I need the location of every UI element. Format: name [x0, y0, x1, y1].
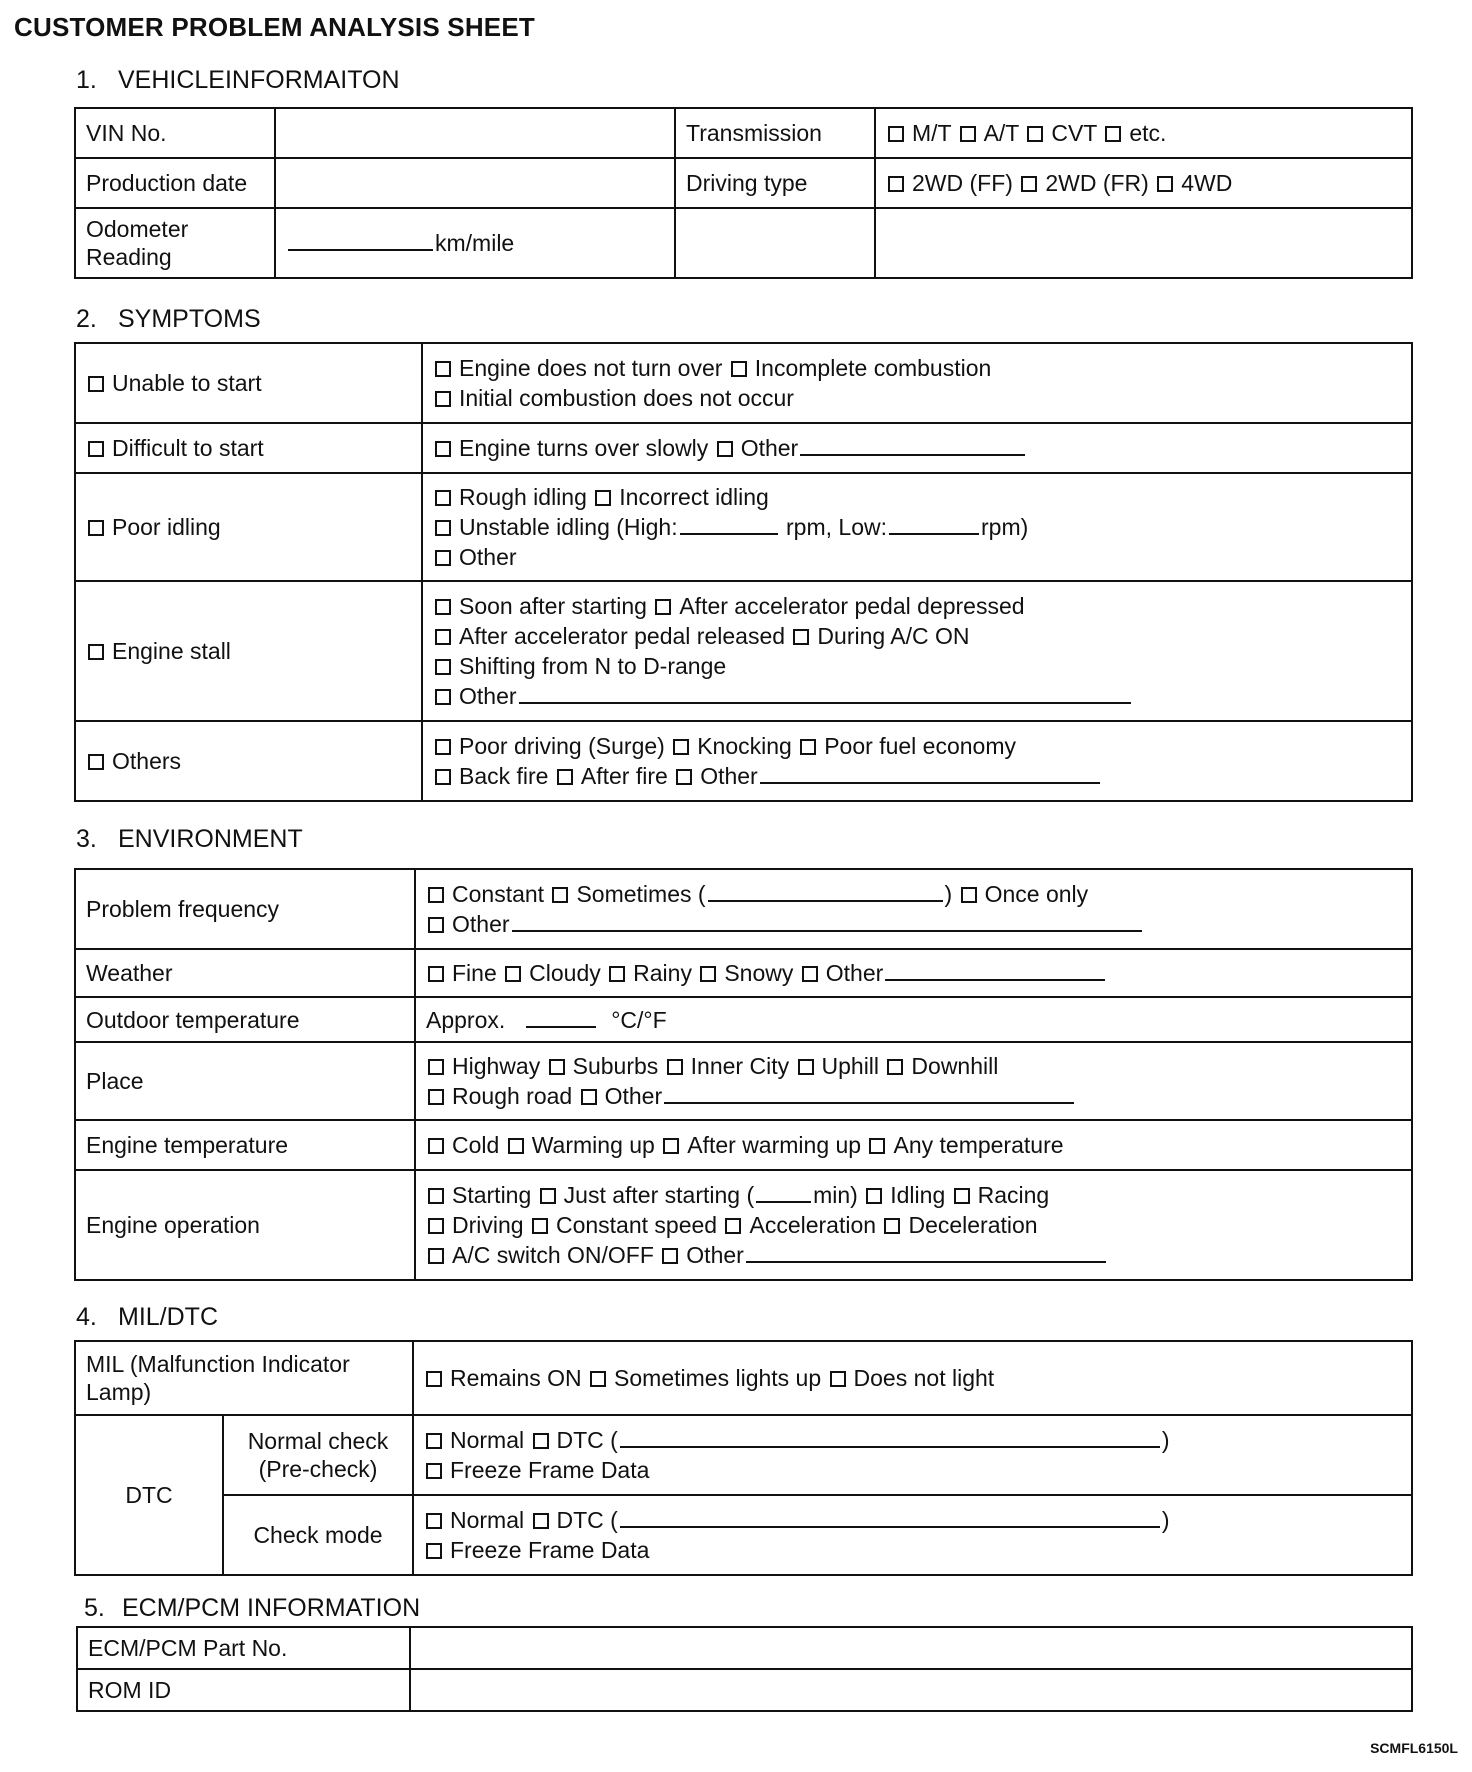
checkbox-constant[interactable]	[428, 887, 444, 903]
checkbox-difficult-to-start[interactable]	[88, 441, 104, 457]
normal-check-options: Normal DTC ( ) Freeze Frame Data	[413, 1415, 1412, 1495]
outdoor-temperature-label: Outdoor temperature	[75, 997, 415, 1042]
checkbox-incorrect-idling[interactable]	[595, 490, 611, 506]
checkbox-others[interactable]	[88, 754, 104, 770]
figure-code: SCMFL6150L	[1370, 1740, 1458, 1756]
checkbox-ac-switch[interactable]	[428, 1248, 444, 1264]
checkbox-dtc-checkmode[interactable]	[533, 1513, 549, 1529]
production-date-label: Production date	[75, 158, 275, 208]
checkbox-highway[interactable]	[428, 1059, 444, 1075]
checkbox-etc[interactable]	[1105, 126, 1121, 142]
operation-other-blank[interactable]	[746, 1243, 1106, 1263]
checkbox-constant-speed[interactable]	[532, 1218, 548, 1234]
checkbox-starting[interactable]	[428, 1188, 444, 1204]
difficult-options: Engine turns over slowly Other	[422, 423, 1412, 473]
checkbox-cloudy[interactable]	[505, 966, 521, 982]
checkbox-sometimes-lights-up[interactable]	[590, 1371, 606, 1387]
checkbox-poor-driving[interactable]	[435, 739, 451, 755]
checkbox-2wd-ff[interactable]	[888, 176, 904, 192]
rom-id-field[interactable]	[410, 1669, 1412, 1711]
rom-id-label: ROM ID	[77, 1669, 410, 1711]
checkbox-fine[interactable]	[428, 966, 444, 982]
place-label: Place	[75, 1042, 415, 1120]
checkbox-cvt[interactable]	[1027, 126, 1043, 142]
checkbox-initial-combustion[interactable]	[435, 391, 451, 407]
checkbox-driving[interactable]	[428, 1218, 444, 1234]
weather-other-blank[interactable]	[885, 961, 1105, 981]
normal-check-label: Normal check (Pre-check)	[223, 1415, 413, 1495]
section-vehicle-heading: 1. VEHICLEINFORMAITON	[76, 66, 400, 94]
checkbox-engine-no-turn[interactable]	[435, 361, 451, 377]
checkbox-place-other[interactable]	[581, 1089, 597, 1105]
checkbox-back-fire[interactable]	[435, 769, 451, 785]
checkbox-difficult-other[interactable]	[717, 441, 733, 457]
vin-field[interactable]	[275, 108, 675, 158]
frequency-other-blank[interactable]	[512, 912, 1142, 932]
checkbox-sometimes[interactable]	[552, 887, 568, 903]
checkbox-rough-road[interactable]	[428, 1089, 444, 1105]
checkbox-2wd-fr[interactable]	[1021, 176, 1037, 192]
stall-other-blank[interactable]	[519, 684, 1131, 704]
poor-idling-options: Rough idling Incorrect idling Unstable idling (High: rpm, Low: rpm) Other	[422, 473, 1412, 581]
checkbox-idling[interactable]	[866, 1188, 882, 1204]
check-mode-label: Check mode	[223, 1495, 413, 1575]
place-options: Highway Suburbs Inner City Uphill Downhill Rough road Other	[415, 1042, 1412, 1120]
checkbox-dtc-precheck[interactable]	[533, 1433, 549, 1449]
production-date-field[interactable]	[275, 158, 675, 208]
checkbox-inner-city[interactable]	[667, 1059, 683, 1075]
section-environment-heading: 3. ENVIRONMENT	[76, 825, 303, 853]
checkbox-unable-to-start[interactable]	[88, 376, 104, 392]
section-ecm-heading: 5. ECM/PCM INFORMATION	[84, 1594, 421, 1622]
checkbox-poor-idling[interactable]	[88, 520, 104, 536]
checkbox-cold[interactable]	[428, 1138, 444, 1154]
mil-options: Remains ON Sometimes lights up Does not light	[413, 1341, 1412, 1415]
engine-temperature-label: Engine temperature	[75, 1120, 415, 1170]
driving-type-options: 2WD (FF) 2WD (FR) 4WD	[875, 158, 1412, 208]
checkbox-racing[interactable]	[954, 1188, 970, 1204]
checkbox-operation-other[interactable]	[662, 1248, 678, 1264]
checkbox-weather-other[interactable]	[802, 966, 818, 982]
checkbox-after-pedal-depressed[interactable]	[655, 599, 671, 615]
checkbox-downhill[interactable]	[887, 1059, 903, 1075]
checkbox-any-temperature[interactable]	[869, 1138, 885, 1154]
blank-cell	[875, 208, 1412, 278]
dtc-precheck-blank[interactable]	[620, 1428, 1160, 1448]
checkbox-shifting-n-to-d[interactable]	[435, 659, 451, 675]
checkbox-after-pedal-released[interactable]	[435, 629, 451, 645]
checkbox-during-ac-on[interactable]	[793, 629, 809, 645]
checkbox-after-warming-up[interactable]	[663, 1138, 679, 1154]
checkbox-snowy[interactable]	[700, 966, 716, 982]
checkbox-idling-other[interactable]	[435, 550, 451, 566]
blank-cell	[675, 208, 875, 278]
checkbox-deceleration[interactable]	[884, 1218, 900, 1234]
section-symptoms-heading: 2. SYMPTOMS	[76, 305, 261, 333]
transmission-options: M/T A/T CVT etc.	[875, 108, 1412, 158]
dtc-label: DTC	[75, 1415, 223, 1575]
checkbox-does-not-light[interactable]	[830, 1371, 846, 1387]
checkbox-remains-on[interactable]	[426, 1371, 442, 1387]
symptom-others: Others	[75, 721, 422, 801]
engine-operation-options: Starting Just after starting ( min) Idling Racing Driving Constant speed Acceleration Deceleration A/C switch ON/OFF Other	[415, 1170, 1412, 1280]
outdoor-temperature-field: Approx. °C/°F	[415, 997, 1412, 1042]
symptom-difficult-to-start: Difficult to start	[75, 423, 422, 473]
place-other-blank[interactable]	[664, 1084, 1074, 1104]
page-title: CUSTOMER PROBLEM ANALYSIS SHEET	[14, 12, 535, 42]
checkbox-frequency-other[interactable]	[428, 917, 444, 933]
checkbox-suburbs[interactable]	[549, 1059, 565, 1075]
problem-frequency-options: Constant Sometimes ( ) Once only Other	[415, 869, 1412, 949]
vehicle-info-table	[74, 107, 1413, 279]
high-rpm-blank[interactable]	[680, 515, 778, 535]
environment-table	[74, 868, 1413, 1281]
checkbox-freeze-frame-precheck[interactable]	[426, 1463, 442, 1479]
temperature-blank[interactable]	[526, 1008, 596, 1028]
checkbox-stall-other[interactable]	[435, 689, 451, 705]
weather-label: Weather	[75, 949, 415, 997]
symptom-engine-stall: Engine stall	[75, 581, 422, 721]
engine-operation-label: Engine operation	[75, 1170, 415, 1280]
ecm-info-table	[76, 1626, 1413, 1712]
checkbox-rainy[interactable]	[609, 966, 625, 982]
engine-stall-options: Soon after starting After accelerator pedal depressed After accelerator pedal released During A/C ON Shifting from N to D-range Other	[422, 581, 1412, 721]
symptoms-table	[74, 342, 1413, 802]
dtc-checkmode-blank[interactable]	[620, 1508, 1160, 1528]
mil-dtc-table	[74, 1340, 1413, 1576]
checkbox-after-fire[interactable]	[557, 769, 573, 785]
checkbox-just-after-starting[interactable]	[540, 1188, 556, 1204]
check-mode-options: Normal DTC ( ) Freeze Frame Data	[413, 1495, 1412, 1575]
odometer-label: Odometer Reading	[75, 208, 275, 278]
checkbox-soon-after-starting[interactable]	[435, 599, 451, 615]
checkbox-turns-over-slowly[interactable]	[435, 441, 451, 457]
checkbox-incomplete-combustion[interactable]	[731, 361, 747, 377]
vin-label: VIN No.	[75, 108, 275, 158]
checkbox-mt[interactable]	[888, 126, 904, 142]
sometimes-blank[interactable]	[708, 882, 943, 902]
weather-options: Fine Cloudy Rainy Snowy Other	[415, 949, 1412, 997]
others-other-blank[interactable]	[760, 764, 1100, 784]
minutes-blank[interactable]	[756, 1183, 811, 1203]
checkbox-acceleration[interactable]	[725, 1218, 741, 1234]
checkbox-freeze-frame-checkmode[interactable]	[426, 1543, 442, 1559]
ecm-part-no-label: ECM/PCM Part No.	[77, 1627, 410, 1669]
problem-frequency-label: Problem frequency	[75, 869, 415, 949]
checkbox-normal-precheck[interactable]	[426, 1433, 442, 1449]
engine-temperature-options: Cold Warming up After warming up Any temperature	[415, 1120, 1412, 1170]
unable-to-start-options: Engine does not turn over Incomplete combustion Initial combustion does not occur	[422, 343, 1412, 423]
difficult-other-blank[interactable]	[800, 436, 1025, 456]
checkbox-once-only[interactable]	[961, 887, 977, 903]
checkbox-normal-checkmode[interactable]	[426, 1513, 442, 1529]
checkbox-unstable-idling[interactable]	[435, 520, 451, 536]
section-mil-dtc-heading: 4. MIL/DTC	[76, 1303, 218, 1331]
mil-label: MIL (Malfunction Indicator Lamp)	[75, 1341, 413, 1415]
checkbox-others-other[interactable]	[676, 769, 692, 785]
checkbox-at[interactable]	[960, 126, 976, 142]
checkbox-warming-up[interactable]	[508, 1138, 524, 1154]
checkbox-knocking[interactable]	[673, 739, 689, 755]
odometer-field[interactable]: km/mile	[275, 208, 675, 278]
odometer-blank[interactable]	[288, 231, 433, 251]
checkbox-poor-fuel-economy[interactable]	[800, 739, 816, 755]
ecm-part-no-field[interactable]	[410, 1627, 1412, 1669]
transmission-label: Transmission	[675, 108, 875, 158]
driving-type-label: Driving type	[675, 158, 875, 208]
checkbox-rough-idling[interactable]	[435, 490, 451, 506]
checkbox-engine-stall[interactable]	[88, 644, 104, 660]
checkbox-uphill[interactable]	[798, 1059, 814, 1075]
checkbox-4wd[interactable]	[1157, 176, 1173, 192]
low-rpm-blank[interactable]	[889, 515, 979, 535]
symptom-unable-to-start: Unable to start	[75, 343, 422, 423]
symptom-poor-idling: Poor idling	[75, 473, 422, 581]
others-options: Poor driving (Surge) Knocking Poor fuel economy Back fire After fire Other	[422, 721, 1412, 801]
